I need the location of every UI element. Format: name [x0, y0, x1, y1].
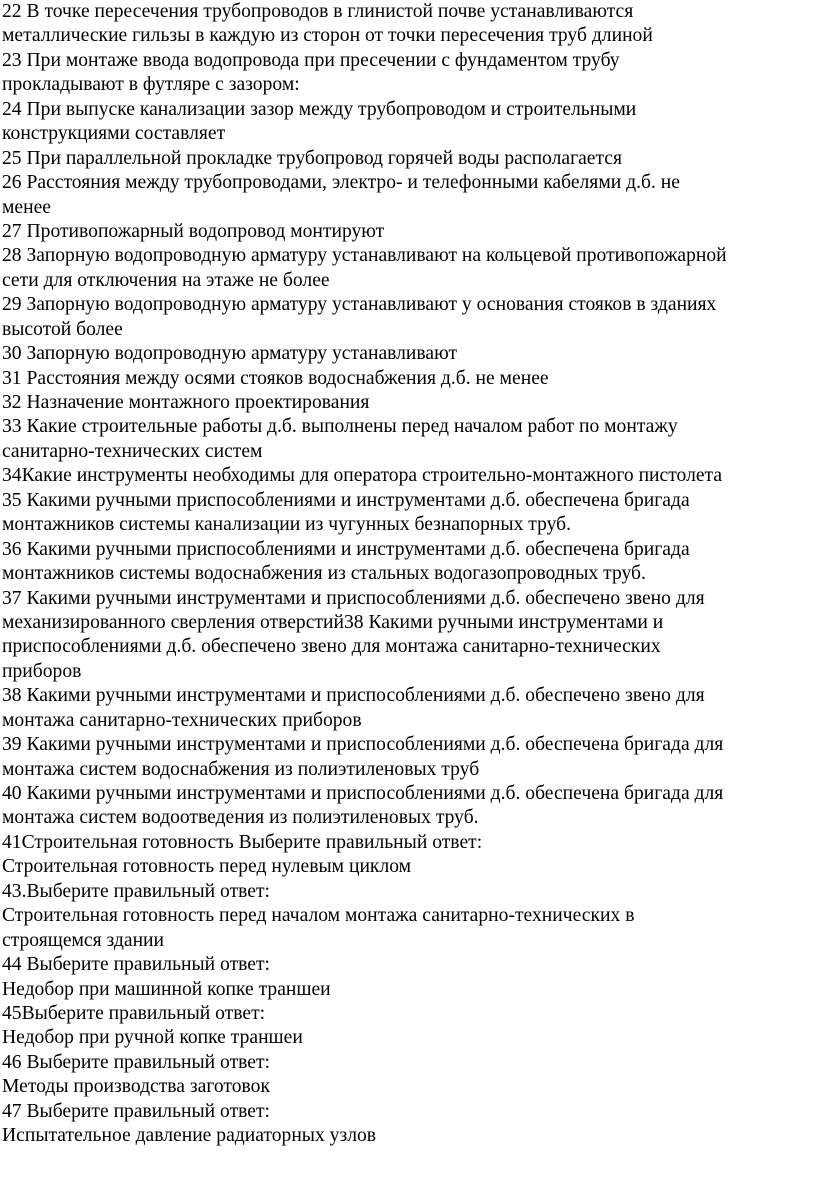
text-line: металлические гильзы в каждую из сторон от точки пересечения труб длиной	[2, 25, 653, 47]
text-line: менее	[2, 196, 51, 218]
text-line: 24 При выпуске канализации зазор между трубопроводом и строительными	[2, 98, 637, 120]
text-line: 39 Какими ручными инструментами и приспособлениями д.б. обеспечена бригада для	[2, 734, 724, 756]
text-line: 43.Выберите правильный ответ:	[2, 880, 270, 902]
text-line: конструкциями составляет	[2, 123, 226, 145]
text-line: монтажников системы водоснабжения из стальных водогазопроводных труб.	[2, 563, 646, 585]
text-line: 41Строительная готовность Выберите правильный ответ:	[2, 831, 483, 853]
text-line: прокладывают в футляре с зазором:	[2, 74, 300, 96]
text-line: приспособлениями д.б. обеспечено звено для монтажа санитарно-технических	[2, 636, 661, 658]
text-line: механизированного сверления отверстий38 Какими ручными инструментами и	[2, 611, 664, 633]
text-line: 27 Противопожарный водопровод монтируют	[2, 220, 385, 242]
text-line: 45Выберите правильный ответ:	[2, 1002, 266, 1024]
text-line: 22 В точке пересечения трубопроводов в глинистой почве устанавливаются	[2, 1, 634, 22]
text-line: 29 Запорную водопроводную арматуру устанавливают у основания стояков в зданиях	[2, 294, 717, 316]
text-line: монтажа систем водоотведения из полиэтиленовых труб.	[2, 807, 479, 829]
text-line: высотой более	[2, 318, 123, 340]
text-line: 35 Какими ручными приспособлениями и инструментами д.б. обеспечена бригада	[2, 489, 690, 511]
text-line: 31 Расстояния между осями стояков водоснабжения д.б. не менее	[2, 367, 549, 389]
text-line: сети для отключения на этаже не более	[2, 269, 330, 291]
text-line: Недобор при машинной копке траншеи	[2, 978, 331, 1000]
text-line: 23 При монтаже ввода водопровода при пресечении с фундаментом трубу	[2, 49, 620, 71]
text-line: 30 Запорную водопроводную арматуру устанавливают	[2, 343, 458, 365]
text-line: 25 При параллельной прокладке трубопровод горячей воды располагается	[2, 147, 623, 169]
text-line: 32 Назначение монтажного проектирования	[2, 392, 370, 413]
text-line: санитарно-технических систем	[2, 440, 263, 462]
text-line: 26 Расстояния между трубопроводами, электро- и телефонными кабелями д.б. не	[2, 172, 680, 194]
text-line: 34Какие инструменты необходимы для оператора строительно-монтажного пистолета	[2, 465, 723, 487]
text-line: Недобор при ручной копке траншеи	[2, 1027, 303, 1049]
text-line: строящемся здании	[2, 929, 165, 951]
text-line: 40 Какими ручными инструментами и приспособлениями д.б. обеспечена бригада для	[2, 783, 724, 804]
text-line: Испытательное давление радиаторных узлов	[2, 1125, 377, 1147]
text-line: 33 Какие строительные работы д.б. выполнены перед началом работ по монтажу	[2, 416, 678, 438]
text-line: 46 Выберите правильный ответ:	[2, 1051, 270, 1073]
text-line: Строительная готовность перед началом монтажа санитарно-технических в	[2, 905, 635, 927]
text-line: 37 Какими ручными инструментами и приспособлениями д.б. обеспечено звено для	[2, 587, 705, 609]
text-line: монтажа систем водоснабжения из полиэтиленовых труб	[2, 758, 480, 780]
text-line: монтажников системы канализации из чугунных безнапорных труб.	[2, 514, 572, 536]
text-line: монтажа санитарно-технических приборов	[2, 709, 362, 731]
text-line: Методы производства заготовок	[2, 1076, 270, 1098]
text-line: приборов	[2, 660, 82, 682]
text-line: 44 Выберите правильный ответ:	[2, 954, 270, 976]
document-text	[2, 0, 814, 1149]
text-line: 47 Выберите правильный ответ:	[2, 1100, 270, 1122]
text-line: 28 Запорную водопроводную арматуру устанавливают на кольцевой противопожарной	[2, 245, 727, 267]
text-line: Строительная готовность перед нулевым циклом	[2, 856, 412, 878]
text-line: 36 Какими ручными приспособлениями и инструментами д.б. обеспечена бригада	[2, 538, 690, 560]
text-line: 38 Какими ручными инструментами и приспособлениями д.б. обеспечено звено для	[2, 685, 705, 707]
